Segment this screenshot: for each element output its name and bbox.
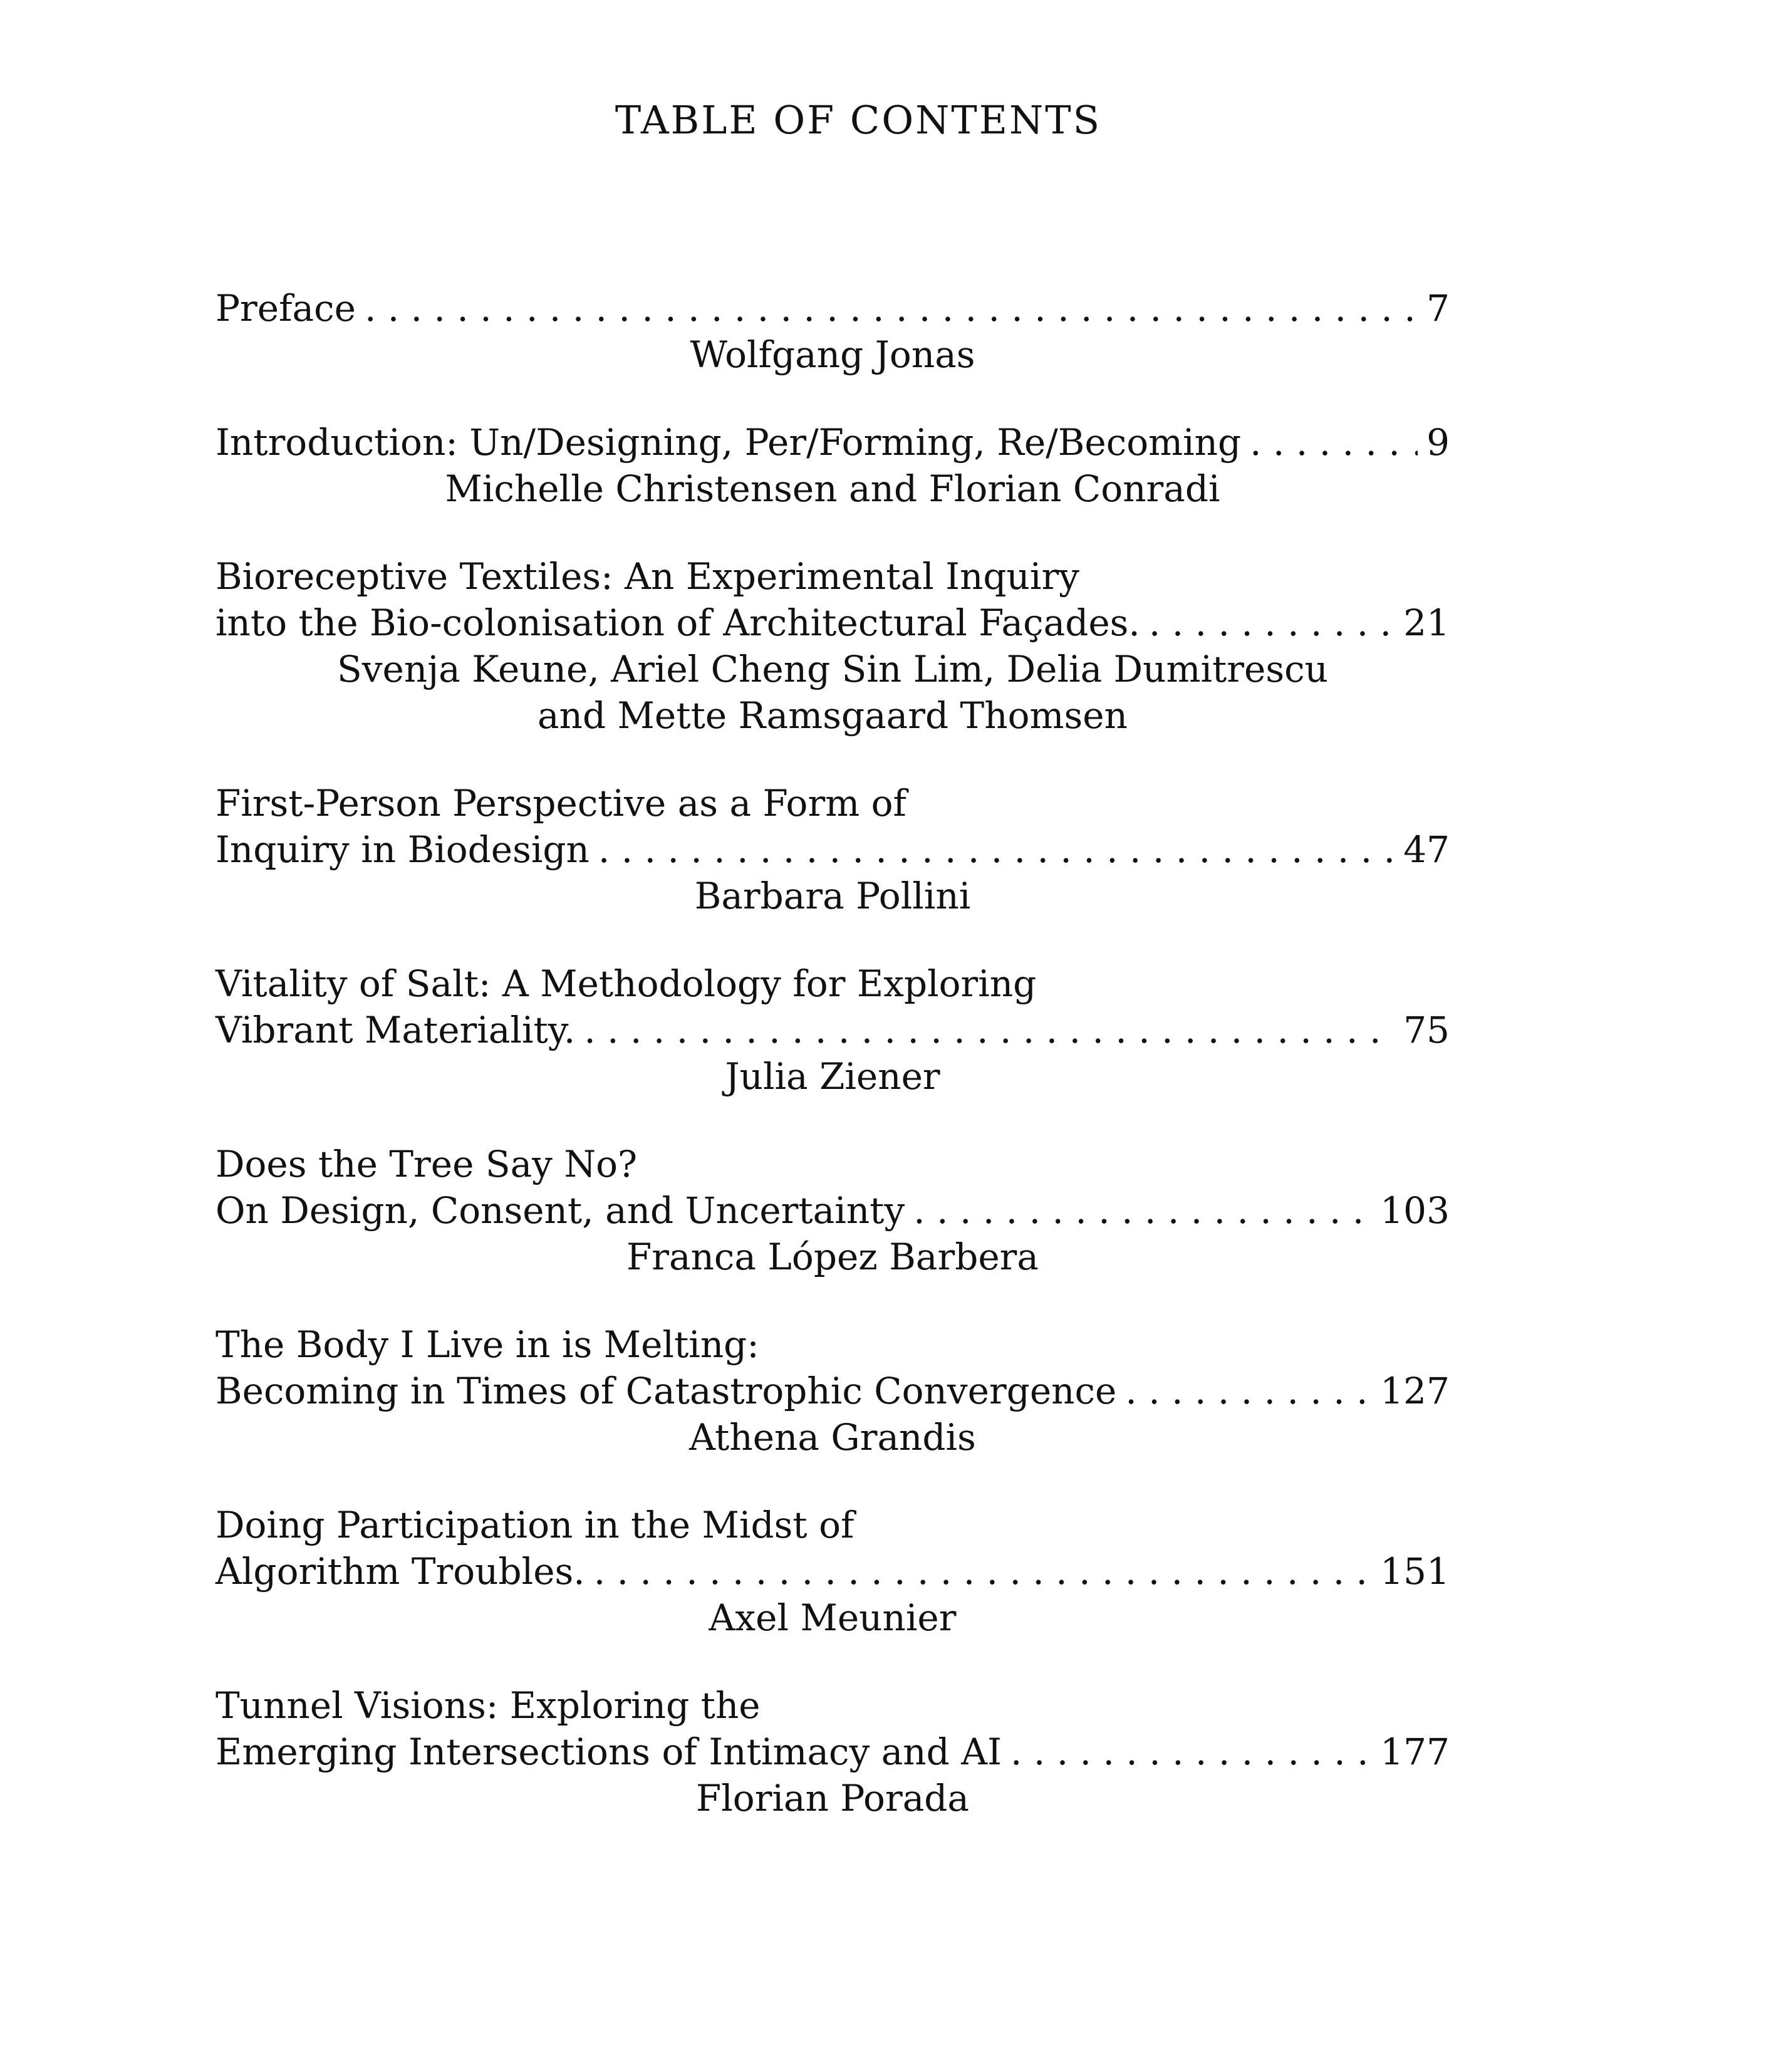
toc-entry[interactable]	[216, 419, 1450, 512]
entry-title-line	[216, 780, 1450, 826]
entry-author: Barbara Pollini	[694, 875, 971, 917]
entry-title: Tunnel Visions: Exploring the	[216, 1684, 761, 1727]
entry-title-line	[216, 1368, 1450, 1414]
page-number: 9	[1426, 421, 1450, 464]
entry-title: Emerging Intersections of Intimacy and AI	[216, 1731, 1002, 1773]
table-of-contents	[216, 285, 1450, 1863]
toc-entry[interactable]	[216, 285, 1450, 378]
entry-title-line	[216, 553, 1450, 600]
page-number: 151	[1380, 1550, 1450, 1593]
entry-title: Bioreceptive Textiles: An Experimental Inquiry	[216, 555, 1079, 598]
page-number: 103	[1380, 1189, 1450, 1232]
page-title: TABLE OF CONTENTS	[615, 97, 1102, 143]
dot-leader	[1125, 1368, 1371, 1414]
entry-title-line	[216, 1502, 1450, 1548]
dot-leader	[584, 1007, 1394, 1053]
entry-author: Wolfgang Jonas	[690, 333, 975, 376]
entry-author: Axel Meunier	[709, 1596, 957, 1639]
toc-entry[interactable]	[216, 1502, 1450, 1641]
entry-title-line	[216, 1548, 1450, 1595]
dot-leader	[1010, 1729, 1371, 1775]
entry-title: Vitality of Salt: A Methodology for Exploring	[216, 962, 1037, 1005]
page-number: 21	[1403, 601, 1450, 644]
toc-entry[interactable]	[216, 961, 1450, 1100]
entry-author: Julia Ziener	[725, 1055, 940, 1098]
dot-leader	[1149, 600, 1394, 646]
entry-author: Athena Grandis	[689, 1416, 976, 1459]
entry-title: First-Person Perspective as a Form of	[216, 782, 907, 825]
toc-entry[interactable]	[216, 780, 1450, 919]
entry-title: Algorithm Troubles.	[216, 1550, 585, 1593]
page-number: 47	[1403, 828, 1450, 871]
page-number: 7	[1426, 287, 1450, 330]
entry-title-line	[216, 1682, 1450, 1729]
page-number: 75	[1403, 1009, 1450, 1051]
entry-author: Florian Porada	[696, 1777, 969, 1820]
entry-title: Vibrant Materiality.	[216, 1009, 576, 1051]
dot-leader	[913, 1187, 1371, 1234]
dot-leader	[365, 285, 1418, 331]
entry-title-line	[216, 285, 1450, 331]
entry-title-line	[216, 419, 1450, 466]
entry-title: Introduction: Un/Designing, Per/Forming, Re/Becoming	[216, 421, 1242, 464]
entry-author: Franca López Barbera	[626, 1236, 1039, 1278]
toc-entry[interactable]	[216, 1682, 1450, 1821]
entry-title-line	[216, 826, 1450, 873]
entry-author: Michelle Christensen and Florian Conradi	[445, 467, 1220, 510]
entry-title-line	[216, 1187, 1450, 1234]
dot-leader	[598, 826, 1394, 873]
entry-title: Inquiry in Biodesign	[216, 828, 589, 871]
entry-title-line	[216, 961, 1450, 1007]
entry-title: into the Bio-colonisation of Architectural Façades.	[216, 601, 1140, 644]
toc-entry[interactable]	[216, 553, 1450, 739]
entry-title-line	[216, 1141, 1450, 1187]
entry-title: Becoming in Times of Catastrophic Convergence	[216, 1370, 1117, 1412]
toc-entry[interactable]	[216, 1321, 1450, 1460]
entry-title-line	[216, 600, 1450, 646]
page-number: 127	[1380, 1370, 1450, 1412]
entry-title: On Design, Consent, and Uncertainty	[216, 1189, 905, 1232]
entry-title: The Body I Live in is Melting:	[216, 1323, 759, 1366]
toc-entry[interactable]	[216, 1141, 1450, 1280]
entry-author: and Mette Ramsgaard Thomsen	[537, 694, 1128, 737]
entry-author: Svenja Keune, Ariel Cheng Sin Lim, Delia Dumitrescu	[337, 648, 1328, 690]
page-number: 177	[1380, 1731, 1450, 1773]
entry-title: Preface	[216, 287, 356, 330]
entry-title: Does the Tree Say No?	[216, 1143, 638, 1185]
entry-title-line	[216, 1007, 1450, 1053]
dot-leader	[1250, 419, 1418, 466]
entry-title: Doing Participation in the Midst of	[216, 1504, 854, 1546]
entry-title-line	[216, 1321, 1450, 1368]
entry-title-line	[216, 1729, 1450, 1775]
dot-leader	[594, 1548, 1372, 1595]
